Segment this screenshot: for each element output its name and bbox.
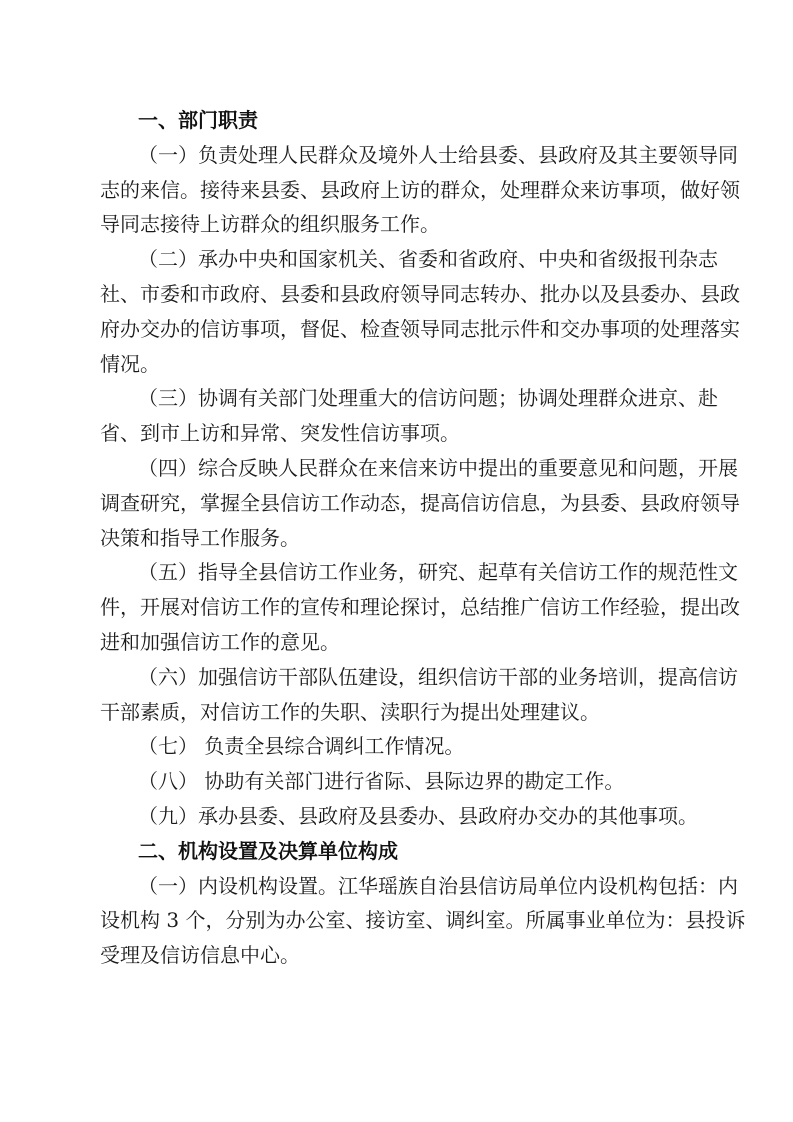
paragraph-line: 情况。 [100,351,160,376]
duty-item-6 [100,660,738,730]
duty-item-4 [100,451,740,555]
paragraph-line: （六）加强信访干部队伍建设，组织信访干部的业务培训，提高信访 [138,664,738,689]
paragraph-line: （七） 负责全县综合调纠工作情况。 [138,734,465,759]
document-page [100,103,746,973]
paragraph-line: 受理及信访信息中心。 [100,943,300,968]
section-heading-department-duties [100,103,700,138]
paragraph-line: 件，开展对信访工作的宣传和理论探讨，总结推广信访工作经验，提出改 [100,595,740,620]
paragraph-line: 省、到市上访和异常、突发性信访事项。 [100,421,460,446]
paragraph-line: （一）负责处理人民群众及境外人士给县委、县政府及其主要领导同 [138,142,738,167]
duty-item-8 [100,764,700,799]
duty-item-5 [100,555,740,659]
paragraph-line: 干部素质，对信访工作的失职、渎职行为提出处理建议。 [100,699,600,724]
paragraph-line: （三）协调有关部门处理重大的信访问题；协调处理群众进京、赴 [138,386,718,411]
paragraph-line: （九）承办县委、县政府及县委办、县政府办交办的其他事项。 [138,803,698,828]
paragraph-line: （八） 协助有关部门进行省际、县际边界的勘定工作。 [138,769,625,794]
duty-item-3 [100,381,718,451]
paragraph-line: （五）指导全县信访工作业务，研究、起草有关信访工作的规范性文 [138,560,738,585]
paragraph-line: 府办交办的信访事项，督促、检查领导同志批示件和交办事项的处理落实 [100,316,740,341]
duty-item-7 [100,729,700,764]
duty-item-1 [100,138,740,242]
section-heading-organization [100,834,700,869]
paragraph-line: 决策和指导工作服务。 [100,525,300,550]
paragraph-line: （四）综合反映人民群众在来信来访中提出的重要意见和问题，开展 [138,455,738,480]
duty-item-2 [100,242,740,381]
paragraph-line: （二）承办中央和国家机关、省委和省政府、中央和省级报刊杂志 [138,247,718,272]
organization-item-1 [100,869,746,973]
heading-text: 一、部门职责 [138,108,258,132]
paragraph-line: （一）内设机构设置。江华瑶族自治县信访局单位内设机构包括：内 [138,873,738,898]
paragraph-line: 社、市委和市政府、县委和县政府领导同志转办、批办以及县委办、县政 [100,281,740,306]
paragraph-line: 导同志接待上访群众的组织服务工作。 [100,212,440,237]
paragraph-line: 志的来信。接待来县委、县政府上访的群众，处理群众来访事项，做好领 [100,177,740,202]
paragraph-line: 调查研究，掌握全县信访工作动态，提高信访信息，为县委、县政府领导 [100,490,740,515]
heading-text: 二、机构设置及决算单位构成 [138,838,398,863]
paragraph-line: 进和加强信访工作的意见。 [100,629,340,654]
paragraph-line: 设机构 3 个，分别为办公室、接访室、调纠室。所属事业单位为：县投诉 [100,908,746,933]
duty-item-9 [100,799,700,834]
